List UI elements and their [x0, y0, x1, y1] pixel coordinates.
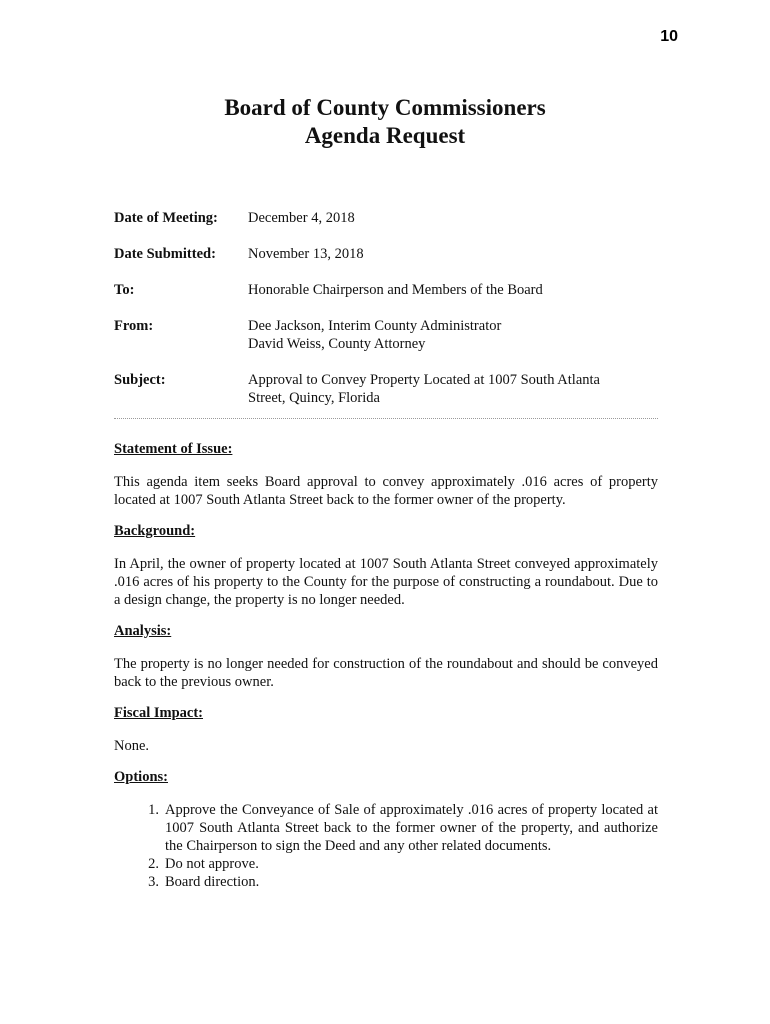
analysis-heading: Analysis:	[114, 623, 172, 639]
option-number: 2.	[148, 856, 159, 872]
subject-label: Subject:	[114, 372, 166, 388]
to-row	[114, 281, 658, 299]
option-item	[114, 801, 658, 855]
to-label: To:	[114, 282, 135, 298]
date-of-meeting-label: Date of Meeting:	[114, 210, 218, 226]
analysis-section	[114, 622, 658, 691]
from-value	[248, 317, 658, 353]
from-line-1: Dee Jackson, Interim County Administrator	[248, 318, 502, 334]
section-divider	[114, 418, 658, 419]
from-line-2: David Weiss, County Attorney	[248, 336, 426, 352]
statement-text: This agenda item seeks Board approval to convey approximately .016 acres of property located at 1007 South Atlanta Street back to the former owner of the property.	[114, 474, 658, 508]
statement-section	[114, 440, 658, 509]
fiscal-impact-text: None.	[114, 738, 150, 754]
page-number: 10	[660, 28, 678, 45]
document-body	[114, 440, 658, 891]
option-item	[114, 855, 658, 873]
option-text: Board direction.	[165, 874, 260, 890]
options-list	[114, 801, 658, 891]
subject-row	[114, 371, 658, 407]
background-section	[114, 522, 658, 609]
date-of-meeting-value: December 4, 2018	[248, 210, 355, 226]
fiscal-impact-heading: Fiscal Impact:	[114, 705, 203, 721]
date-of-meeting-row	[114, 209, 658, 227]
option-item	[114, 873, 658, 891]
statement-heading: Statement of Issue:	[114, 441, 233, 457]
background-text: In April, the owner of property located at 1007 South Atlanta Street conveyed approximately .016 acres of his property to the County for the purpose of constructing a roundabout. Due to a design change, the property is no longer needed.	[114, 556, 658, 608]
option-number: 3.	[148, 874, 159, 890]
option-number: 1.	[148, 802, 159, 818]
option-text: Do not approve.	[165, 856, 259, 872]
date-submitted-label: Date Submitted:	[114, 246, 216, 262]
date-submitted-row	[114, 245, 658, 263]
from-row	[114, 317, 658, 353]
title-line-2: Agenda Request	[304, 123, 466, 148]
date-submitted-value: November 13, 2018	[248, 246, 364, 262]
fiscal-impact-section	[114, 704, 658, 755]
analysis-text: The property is no longer needed for construction of the roundabout and should be conveyed back to the previous owner.	[114, 656, 658, 690]
to-value: Honorable Chairperson and Members of the Board	[248, 282, 543, 298]
from-label: From:	[114, 318, 154, 334]
subject-value: Approval to Convey Property Located at 1007 South Atlanta Street, Quincy, Florida	[248, 372, 600, 406]
options-section	[114, 768, 658, 891]
option-text: Approve the Conveyance of Sale of approximately .016 acres of property located at 1007 South Atlanta Street back to the former owner of the property, and authorize the Chairperson to sign the Deed and any other related documents.	[165, 802, 658, 854]
document-title	[0, 94, 770, 150]
meeting-info	[114, 209, 658, 407]
options-heading: Options:	[114, 769, 168, 785]
title-line-1: Board of County Commissioners	[224, 95, 546, 120]
background-heading: Background:	[114, 523, 196, 539]
